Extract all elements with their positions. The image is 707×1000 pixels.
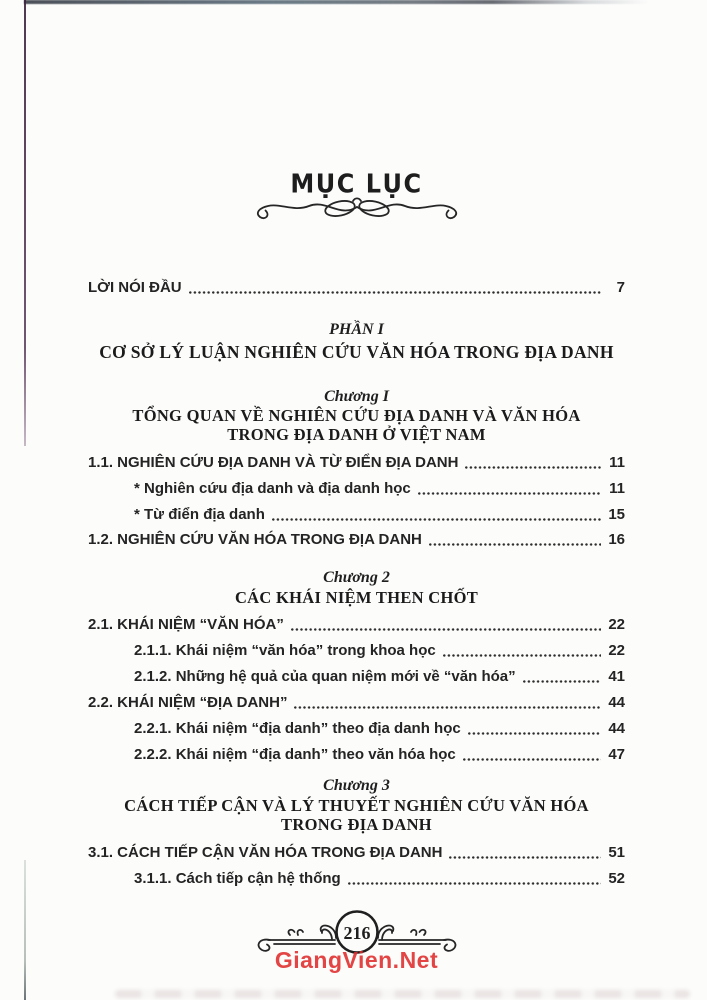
toc-entry-page: 44 (608, 694, 625, 711)
toc-entry-page: 41 (608, 668, 625, 685)
toc-entry (88, 694, 625, 712)
dot-leader (294, 706, 601, 709)
toc-entry-label: * Từ điển địa danh (134, 506, 265, 523)
toc-entry-label: 3.1.1. Cách tiếp cận hệ thống (134, 870, 341, 887)
dot-leader (418, 492, 601, 495)
dot-leader (348, 882, 601, 885)
toc-entry-label: 1.1. NGHIÊN CỨU ĐỊA DANH VÀ TỪ ĐIỂN ĐỊA DANH (88, 454, 459, 471)
toc-entry-label: 2.1.2. Những hệ quả của quan niệm mới về “văn hóa” (134, 668, 516, 685)
toc-entry-page: 47 (608, 746, 625, 763)
dot-leader (465, 466, 601, 469)
dot-leader (189, 291, 601, 294)
toc-entry (88, 642, 625, 660)
part-kicker: PHẦN I (329, 321, 384, 338)
toc-entry-page: 44 (608, 720, 625, 737)
toc-entry (88, 844, 625, 862)
toc-entry-label: LỜI NÓI ĐẦU (88, 279, 182, 296)
toc-entry-label: 2.1. KHÁI NIỆM “VĂN HÓA” (88, 616, 284, 633)
toc-entry-page: 7 (616, 279, 625, 296)
toc-entry-label: 2.2. KHÁI NIỆM “ĐỊA DANH” (88, 694, 288, 711)
toc-entry (88, 454, 625, 472)
scan-left-edge-artifact-bottom (24, 860, 26, 1000)
toc-entry (88, 506, 625, 524)
dot-leader (443, 654, 601, 657)
title-flourish-icon (88, 194, 625, 229)
toc-entry (88, 279, 625, 297)
chapter-title-line: CÁC KHÁI NIỆM THEN CHỐT (234, 588, 479, 607)
toc-entry-label: 1.2. NGHIÊN CỨU VĂN HÓA TRONG ĐỊA DANH (88, 531, 422, 548)
watermark-text: GiangVien.Net (274, 947, 439, 973)
toc-entry (88, 720, 625, 738)
toc-entry (88, 668, 625, 686)
dot-leader (523, 680, 601, 683)
toc-entry (88, 480, 625, 498)
dot-leader (291, 628, 601, 631)
toc-entry-label: 2.2.1. Khái niệm “địa danh” theo địa danh học (134, 720, 461, 737)
toc-entry-page: 22 (608, 642, 625, 659)
toc-entry-page: 52 (608, 870, 625, 887)
toc-entry (88, 870, 625, 888)
toc-entry-label: 2.1.1. Khái niệm “văn hóa” trong khoa học (134, 642, 436, 659)
scan-top-edge-artifact (24, 0, 649, 4)
dot-leader (429, 543, 601, 546)
dot-leader (463, 758, 601, 761)
chapter-kicker: Chương 2 (323, 569, 390, 586)
part-title: CƠ SỞ LÝ LUẬN NGHIÊN CỨU VĂN HÓA TRONG ĐỊA DANH (99, 342, 614, 362)
dot-leader (272, 518, 601, 521)
chapter-title-line: TỔNG QUAN VỀ NGHIÊN CỨU ĐỊA DANH VÀ VĂN HÓA (132, 406, 581, 425)
toc-entry (88, 616, 625, 634)
chapter-title-line: TRONG ĐỊA DANH (281, 815, 432, 834)
toc-entry (88, 531, 625, 549)
toc-entry-label: 2.2.2. Khái niệm “địa danh” theo văn hóa học (134, 746, 456, 763)
chapter-title-line: CÁCH TIẾP CẬN VÀ LÝ THUYẾT NGHIÊN CỨU VĂN HÓA (124, 796, 589, 815)
dot-leader (449, 856, 601, 859)
toc-entry (88, 746, 625, 764)
toc-entry-page: 22 (608, 616, 625, 633)
chapter-kicker: Chương I (324, 388, 389, 405)
next-page-showthrough (115, 990, 690, 998)
page-title: MỤC LỤC (290, 168, 423, 200)
toc-entry-label: * Nghiên cứu địa danh và địa danh học (134, 480, 411, 497)
page-number: 216 (343, 923, 370, 943)
toc-entry-page: 16 (608, 531, 625, 548)
toc-entry-page: 11 (609, 454, 625, 471)
toc-entry-page: 11 (609, 480, 625, 497)
toc-entry-page: 15 (608, 506, 625, 523)
chapter-kicker: Chương 3 (323, 777, 390, 794)
toc-entry-page: 51 (608, 844, 625, 861)
chapter-title-line: TRONG ĐỊA DANH Ở VIỆT NAM (227, 425, 486, 444)
dot-leader (468, 732, 601, 735)
toc-entry-label: 3.1. CÁCH TIẾP CẬN VĂN HÓA TRONG ĐỊA DANH (88, 844, 443, 861)
scan-left-edge-artifact-top (24, 0, 26, 446)
